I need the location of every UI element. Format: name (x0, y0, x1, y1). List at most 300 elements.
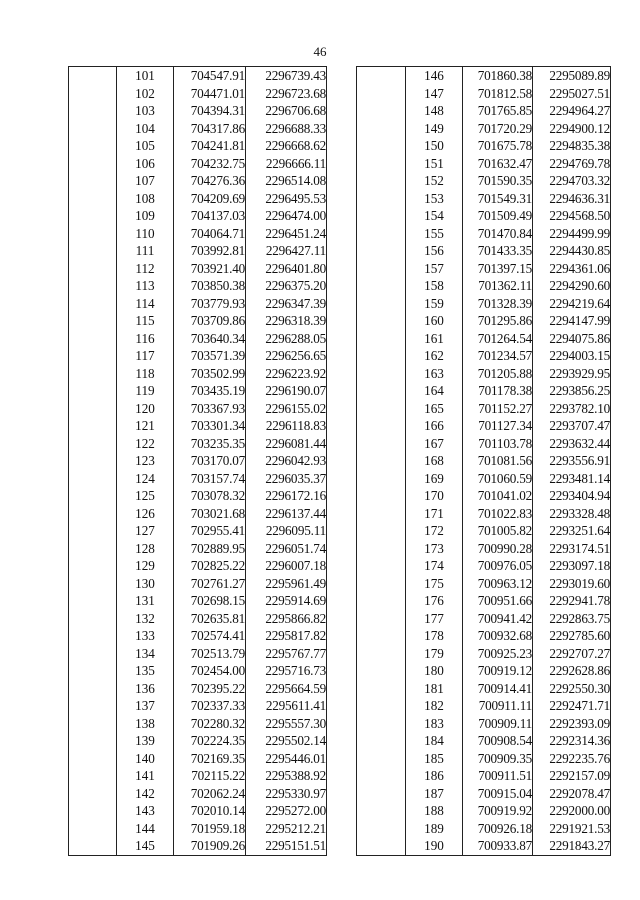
table-row (69, 260, 327, 278)
y-coordinate-cell: 2294003.15 (533, 347, 611, 365)
table-row (357, 347, 611, 365)
x-coordinate-cell: 701765.85 (463, 102, 533, 120)
x-coordinate-cell: 703571.39 (174, 347, 246, 365)
point-number-cell: 121 (135, 418, 155, 433)
y-coordinate-cell: 2295716.73 (246, 662, 327, 680)
point-number-cell: 154 (424, 208, 444, 223)
x-coordinate-cell: 700915.04 (463, 785, 533, 803)
y-coordinate-cell: 2296223.92 (246, 365, 327, 383)
x-coordinate-cell: 701060.59 (463, 470, 533, 488)
y-coordinate-cell: 2292314.36 (533, 732, 611, 750)
y-coordinate-cell: 2291921.53 (533, 820, 611, 838)
table-row (357, 575, 611, 593)
point-number-cell: 122 (135, 435, 155, 451)
x-coordinate-cell: 702010.14 (174, 802, 246, 820)
x-coordinate-cell: 701005.82 (463, 522, 533, 540)
x-coordinate-cell: 701549.31 (463, 190, 533, 208)
table-row (357, 137, 611, 155)
blank-cell (357, 400, 406, 418)
x-coordinate-cell: 702337.33 (174, 697, 246, 715)
y-coordinate-cell: 2294835.38 (533, 137, 611, 155)
blank-cell (357, 190, 406, 208)
y-coordinate-cell: 2294147.99 (533, 312, 611, 330)
blank-cell (69, 610, 117, 628)
table-row (357, 802, 611, 820)
x-coordinate-cell: 702115.22 (174, 767, 246, 785)
point-number-cell: 156 (424, 243, 444, 258)
blank-cell (357, 645, 406, 663)
blank-cell (69, 785, 117, 803)
blank-cell (69, 260, 117, 278)
y-coordinate-cell: 2294636.31 (533, 190, 611, 208)
table-row (357, 155, 611, 173)
x-coordinate-cell: 703170.07 (174, 452, 246, 470)
y-coordinate-cell: 2293632.44 (533, 435, 611, 453)
table-row (69, 750, 327, 768)
point-number-cell: 141 (135, 768, 155, 783)
point-number-cell: 140 (135, 750, 155, 766)
table-row (69, 417, 327, 435)
point-number-cell: 136 (135, 680, 155, 696)
table-row (69, 540, 327, 558)
y-coordinate-cell: 2296035.37 (246, 470, 327, 488)
point-number-cell: 184 (424, 733, 444, 748)
x-coordinate-cell: 704547.91 (174, 67, 246, 85)
point-number-cell: 153 (424, 190, 444, 206)
table-row (357, 207, 611, 225)
y-coordinate-cell: 2296495.53 (246, 190, 327, 208)
blank-cell (69, 382, 117, 400)
y-coordinate-cell: 2296706.68 (246, 102, 327, 120)
blank-cell (357, 102, 406, 120)
point-number-cell: 125 (135, 488, 155, 503)
blank-cell (69, 102, 117, 120)
x-coordinate-cell: 700925.23 (463, 645, 533, 663)
point-number-cell: 167 (424, 435, 444, 451)
y-coordinate-cell: 2293251.64 (533, 522, 611, 540)
x-coordinate-cell: 704471.01 (174, 85, 246, 103)
x-coordinate-cell: 701103.78 (463, 435, 533, 453)
blank-cell (357, 435, 406, 453)
x-coordinate-cell: 701860.38 (463, 67, 533, 85)
y-coordinate-cell: 2293481.14 (533, 470, 611, 488)
x-coordinate-cell: 700941.42 (463, 610, 533, 628)
blank-cell (69, 505, 117, 523)
y-coordinate-cell: 2296288.05 (246, 330, 327, 348)
x-coordinate-cell: 702062.24 (174, 785, 246, 803)
point-number-cell: 168 (424, 453, 444, 468)
point-number-cell: 103 (135, 103, 155, 118)
table-row (69, 627, 327, 645)
point-number-cell: 128 (135, 540, 155, 556)
x-coordinate-cell: 701397.15 (463, 260, 533, 278)
table-row (69, 347, 327, 365)
point-number-cell: 108 (135, 190, 155, 206)
x-coordinate-cell: 703367.93 (174, 400, 246, 418)
blank-cell (357, 592, 406, 610)
table-row (69, 592, 327, 610)
blank-cell (69, 330, 117, 348)
table-row (357, 732, 611, 750)
y-coordinate-cell: 2296451.24 (246, 225, 327, 243)
x-coordinate-cell: 703078.32 (174, 487, 246, 505)
table-row (69, 802, 327, 820)
x-coordinate-cell: 702761.27 (174, 575, 246, 593)
point-number-cell: 104 (135, 120, 155, 136)
blank-cell (357, 137, 406, 155)
x-coordinate-cell: 702395.22 (174, 680, 246, 698)
blank-cell (69, 242, 117, 260)
y-coordinate-cell: 2292393.09 (533, 715, 611, 733)
blank-cell (357, 662, 406, 680)
table-row (357, 470, 611, 488)
table-row (69, 277, 327, 295)
blank-cell (69, 627, 117, 645)
blank-cell (69, 417, 117, 435)
table-row (357, 487, 611, 505)
blank-cell (357, 837, 406, 855)
x-coordinate-cell: 701022.83 (463, 505, 533, 523)
table-row (69, 505, 327, 523)
blank-cell (357, 172, 406, 190)
point-number-cell: 126 (135, 505, 155, 521)
point-number-cell: 146 (406, 67, 463, 85)
y-coordinate-cell: 2294290.60 (533, 277, 611, 295)
page-number: 46 (313, 44, 327, 59)
blank-cell (357, 330, 406, 348)
table-row (357, 645, 611, 663)
blank-cell (357, 540, 406, 558)
y-coordinate-cell: 2295502.14 (246, 732, 327, 750)
y-coordinate-cell: 2295817.82 (246, 627, 327, 645)
blank-cell (357, 417, 406, 435)
point-number-cell: 133 (135, 628, 155, 643)
y-coordinate-cell: 2293782.10 (533, 400, 611, 418)
point-number-cell: 119 (135, 383, 155, 398)
point-number-cell: 169 (424, 470, 444, 486)
y-coordinate-cell: 2292785.60 (533, 627, 611, 645)
x-coordinate-cell: 701909.26 (174, 837, 246, 855)
blank-cell (357, 575, 406, 593)
x-coordinate-cell: 702635.81 (174, 610, 246, 628)
x-coordinate-cell: 700951.66 (463, 592, 533, 610)
x-coordinate-cell: 704064.71 (174, 225, 246, 243)
y-coordinate-cell: 2295866.82 (246, 610, 327, 628)
table-row (69, 837, 327, 855)
table-row (69, 697, 327, 715)
table-row (69, 732, 327, 750)
point-number-cell: 160 (424, 313, 444, 328)
blank-cell (357, 207, 406, 225)
coordinate-table-left (68, 66, 327, 856)
point-number-cell: 148 (424, 103, 444, 118)
blank-cell (357, 470, 406, 488)
point-number-cell: 165 (424, 400, 444, 416)
y-coordinate-cell: 2292235.76 (533, 750, 611, 768)
x-coordinate-cell: 702169.35 (174, 750, 246, 768)
y-coordinate-cell: 2294075.86 (533, 330, 611, 348)
table-row (69, 767, 327, 785)
x-coordinate-cell: 703779.93 (174, 295, 246, 313)
blank-cell (357, 557, 406, 575)
blank-cell (69, 470, 117, 488)
x-coordinate-cell: 701152.27 (463, 400, 533, 418)
y-coordinate-cell: 2293707.47 (533, 417, 611, 435)
point-number-cell: 114 (135, 295, 155, 311)
blank-cell (69, 435, 117, 453)
point-number-cell: 161 (424, 330, 444, 346)
y-coordinate-cell: 2295664.59 (246, 680, 327, 698)
blank-cell (357, 382, 406, 400)
blank-cell (357, 715, 406, 733)
table-row (69, 522, 327, 540)
point-number-cell: 151 (424, 155, 444, 171)
y-coordinate-cell: 2296051.74 (246, 540, 327, 558)
y-coordinate-cell: 2293856.25 (533, 382, 611, 400)
blank-cell (69, 680, 117, 698)
blank-cell (69, 312, 117, 330)
y-coordinate-cell: 2293556.91 (533, 452, 611, 470)
y-coordinate-cell: 2296172.16 (246, 487, 327, 505)
blank-cell (357, 802, 406, 820)
point-number-cell: 138 (135, 715, 155, 731)
blank-cell (357, 260, 406, 278)
point-number-cell: 175 (424, 575, 444, 591)
blank-cell (357, 225, 406, 243)
blank-cell (357, 785, 406, 803)
table-row (69, 715, 327, 733)
blank-cell (69, 137, 117, 155)
table-row (357, 452, 611, 470)
blank-cell (69, 750, 117, 768)
table-row (357, 557, 611, 575)
point-number-cell: 118 (135, 365, 155, 381)
y-coordinate-cell: 2293097.18 (533, 557, 611, 575)
x-coordinate-cell: 704317.86 (174, 120, 246, 138)
x-coordinate-cell: 703301.34 (174, 417, 246, 435)
table-row (357, 767, 611, 785)
y-coordinate-cell: 2295089.89 (533, 67, 611, 85)
x-coordinate-cell: 701234.57 (463, 347, 533, 365)
blank-cell (69, 172, 117, 190)
point-number-cell: 145 (117, 837, 174, 855)
y-coordinate-cell: 2296081.44 (246, 435, 327, 453)
point-number-cell: 147 (424, 85, 444, 101)
blank-cell (69, 837, 117, 855)
blank-cell (69, 592, 117, 610)
table-row (357, 190, 611, 208)
point-number-cell: 179 (424, 645, 444, 661)
table-row (357, 715, 611, 733)
table-row (69, 785, 327, 803)
y-coordinate-cell: 2295446.01 (246, 750, 327, 768)
x-coordinate-cell: 701041.02 (463, 487, 533, 505)
y-coordinate-cell: 2292863.75 (533, 610, 611, 628)
blank-cell (357, 452, 406, 470)
blank-cell (69, 557, 117, 575)
x-coordinate-cell: 704209.69 (174, 190, 246, 208)
blank-cell (69, 347, 117, 365)
point-number-cell: 155 (424, 225, 444, 241)
point-number-cell: 176 (424, 593, 444, 608)
x-coordinate-cell: 701959.18 (174, 820, 246, 838)
x-coordinate-cell: 701328.39 (463, 295, 533, 313)
blank-cell (357, 365, 406, 383)
y-coordinate-cell: 2295027.51 (533, 85, 611, 103)
table-row (69, 662, 327, 680)
point-number-cell: 120 (135, 400, 155, 416)
point-number-cell: 101 (117, 67, 174, 85)
x-coordinate-cell: 701812.58 (463, 85, 533, 103)
table-row (357, 260, 611, 278)
y-coordinate-cell: 2295151.51 (246, 837, 327, 855)
y-coordinate-cell: 2296375.20 (246, 277, 327, 295)
table-row (357, 610, 611, 628)
x-coordinate-cell: 702698.15 (174, 592, 246, 610)
point-number-cell: 188 (424, 803, 444, 818)
x-coordinate-cell: 701205.88 (463, 365, 533, 383)
x-coordinate-cell: 704394.31 (174, 102, 246, 120)
table-row (357, 522, 611, 540)
point-number-cell: 142 (135, 785, 155, 801)
x-coordinate-cell: 700911.11 (463, 697, 533, 715)
blank-cell (69, 225, 117, 243)
x-coordinate-cell: 703992.81 (174, 242, 246, 260)
x-coordinate-cell: 700932.68 (463, 627, 533, 645)
table-row (69, 557, 327, 575)
y-coordinate-cell: 2296137.44 (246, 505, 327, 523)
blank-cell (69, 575, 117, 593)
x-coordinate-cell: 702280.32 (174, 715, 246, 733)
point-number-cell: 109 (135, 208, 155, 223)
y-coordinate-cell: 2295212.21 (246, 820, 327, 838)
y-coordinate-cell: 2296042.93 (246, 452, 327, 470)
table-row (69, 137, 327, 155)
blank-cell (69, 767, 117, 785)
table-row (69, 67, 327, 85)
table-row (357, 382, 611, 400)
y-coordinate-cell: 2296256.65 (246, 347, 327, 365)
point-number-cell: 116 (135, 330, 155, 346)
blank-cell (69, 85, 117, 103)
point-number-cell: 150 (424, 138, 444, 153)
table-row (69, 400, 327, 418)
y-coordinate-cell: 2296155.02 (246, 400, 327, 418)
blank-cell (357, 85, 406, 103)
table-row (357, 417, 611, 435)
y-coordinate-cell: 2296474.00 (246, 207, 327, 225)
point-number-cell: 159 (424, 295, 444, 311)
point-number-cell: 149 (424, 120, 444, 136)
point-number-cell: 132 (135, 610, 155, 626)
point-number-cell: 173 (424, 540, 444, 556)
y-coordinate-cell: 2291843.27 (533, 837, 611, 855)
x-coordinate-cell: 703157.74 (174, 470, 246, 488)
y-coordinate-cell: 2296007.18 (246, 557, 327, 575)
x-coordinate-cell: 703921.40 (174, 260, 246, 278)
table-row (357, 85, 611, 103)
x-coordinate-cell: 704276.36 (174, 172, 246, 190)
x-coordinate-cell: 700914.41 (463, 680, 533, 698)
x-coordinate-cell: 701264.54 (463, 330, 533, 348)
point-number-cell: 189 (424, 820, 444, 836)
x-coordinate-cell: 703850.38 (174, 277, 246, 295)
point-number-cell: 112 (135, 260, 155, 276)
point-number-cell: 186 (424, 768, 444, 783)
blank-cell (69, 697, 117, 715)
point-number-cell: 124 (135, 470, 155, 486)
point-number-cell: 134 (135, 645, 155, 661)
point-number-cell: 137 (135, 698, 155, 713)
point-number-cell: 190 (406, 837, 463, 855)
y-coordinate-cell: 2296666.11 (246, 155, 327, 173)
blank-cell (69, 540, 117, 558)
blank-cell (357, 295, 406, 313)
table-row (357, 330, 611, 348)
blank-cell (69, 277, 117, 295)
blank-cell (69, 67, 117, 85)
y-coordinate-cell: 2296401.80 (246, 260, 327, 278)
blank-cell (69, 452, 117, 470)
point-number-cell: 166 (424, 418, 444, 433)
blank-cell (357, 627, 406, 645)
y-coordinate-cell: 2295330.97 (246, 785, 327, 803)
table-row (69, 312, 327, 330)
table-row (357, 365, 611, 383)
y-coordinate-cell: 2294568.50 (533, 207, 611, 225)
x-coordinate-cell: 702454.00 (174, 662, 246, 680)
table-row (69, 155, 327, 173)
point-number-cell: 117 (135, 348, 155, 363)
blank-cell (357, 505, 406, 523)
blank-cell (357, 680, 406, 698)
y-coordinate-cell: 2296739.43 (246, 67, 327, 85)
point-number-cell: 181 (424, 680, 444, 696)
y-coordinate-cell: 2292157.09 (533, 767, 611, 785)
point-number-cell: 131 (135, 593, 155, 608)
point-number-cell: 127 (135, 523, 155, 538)
point-number-cell: 187 (424, 785, 444, 801)
x-coordinate-cell: 702889.95 (174, 540, 246, 558)
table-row (69, 102, 327, 120)
point-number-cell: 107 (135, 173, 155, 188)
table-row (69, 85, 327, 103)
point-number-cell: 163 (424, 365, 444, 381)
x-coordinate-cell: 702825.22 (174, 557, 246, 575)
coordinate-table-right (356, 66, 611, 856)
x-coordinate-cell: 703640.34 (174, 330, 246, 348)
point-number-cell: 164 (424, 383, 444, 398)
y-coordinate-cell: 2292550.30 (533, 680, 611, 698)
table-row (357, 750, 611, 768)
point-number-cell: 185 (424, 750, 444, 766)
table-row (357, 435, 611, 453)
point-number-cell: 106 (135, 155, 155, 171)
blank-cell (69, 190, 117, 208)
table-row (357, 540, 611, 558)
x-coordinate-cell: 703435.19 (174, 382, 246, 400)
blank-cell (69, 365, 117, 383)
x-coordinate-cell: 704232.75 (174, 155, 246, 173)
table-row (357, 627, 611, 645)
x-coordinate-cell: 704137.03 (174, 207, 246, 225)
table-row (69, 172, 327, 190)
y-coordinate-cell: 2296427.11 (246, 242, 327, 260)
point-number-cell: 115 (135, 313, 155, 328)
table-row (69, 610, 327, 628)
point-number-cell: 182 (424, 698, 444, 713)
x-coordinate-cell: 701632.47 (463, 155, 533, 173)
